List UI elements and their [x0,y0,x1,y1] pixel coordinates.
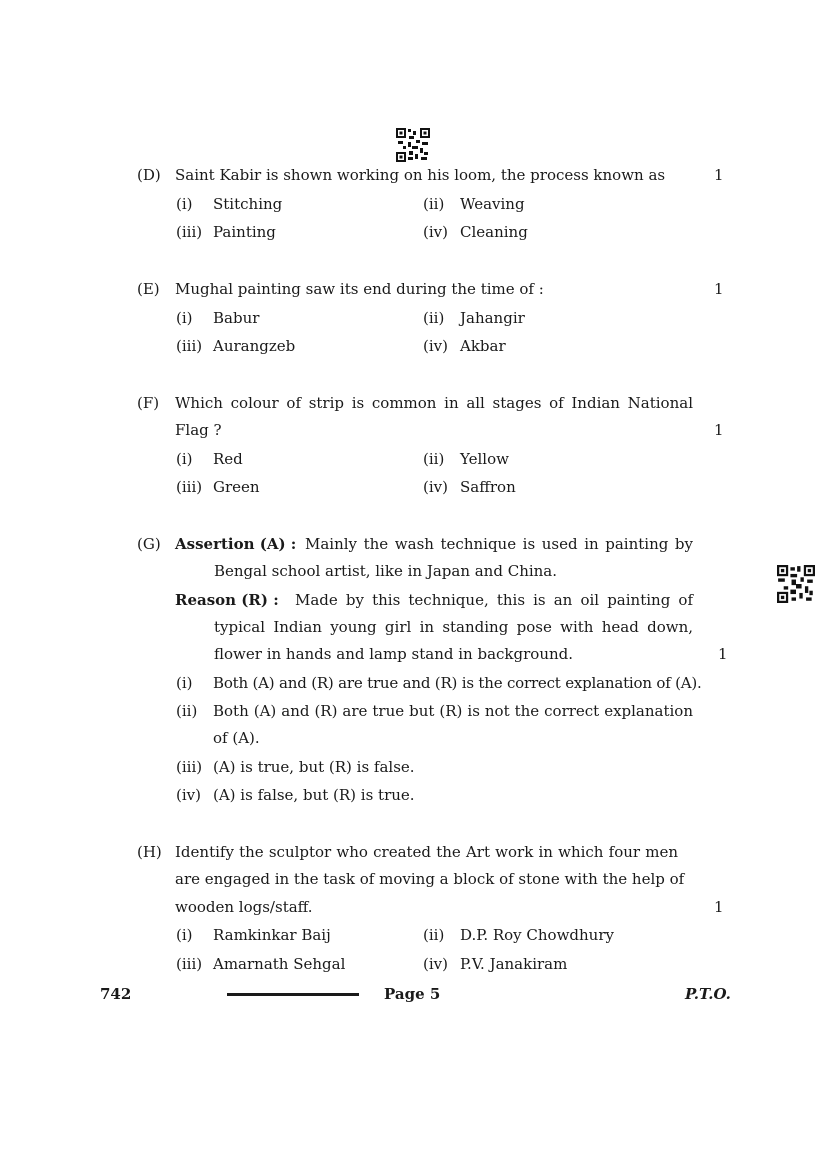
question-e-option-text: Babur [213,309,260,327]
footer-divider [227,993,359,996]
question-e-number: (E) [137,280,160,298]
question-d-mark: 1 [714,166,724,184]
question-f-option-text: Saffron [460,478,516,496]
question-h-option-text: P.V. Janakiram [460,955,568,973]
reason-text-line: flower in hands and lamp stand in background. [214,645,574,663]
question-f-option-number: (ii) [423,450,445,468]
paper-code: 742 [100,985,132,1003]
question-f-mark: 1 [714,421,724,439]
question-d-option-text: Cleaning [460,223,528,241]
question-g-option-number: (iii) [176,758,203,776]
assertion-label: Assertion (A) : [175,535,297,553]
question-e-option-text: Aurangzeb [213,337,296,355]
question-f-option-number: (i) [176,450,193,468]
question-h-number: (H) [137,843,162,861]
question-h-option-number: (ii) [423,926,445,944]
question-h-option-number: (i) [176,926,193,944]
question-g-mark: 1 [718,645,728,663]
question-h-text-line: Identify the sculptor who created the Art work in which four men [175,843,678,861]
pto-label: P.T.O. [685,985,731,1003]
question-g-option-number: (i) [176,674,193,692]
top-qr-code-icon [396,128,430,162]
question-g-option-number: (iv) [176,786,201,804]
question-d-option-number: (iv) [423,223,448,241]
question-h-option-text: D.P. Roy Chowdhury [460,926,614,944]
question-g-option-text: (A) is true, but (R) is false. [213,758,415,776]
question-h-mark: 1 [714,898,724,916]
question-d-option-number: (ii) [423,195,445,213]
question-d-option-text: Weaving [460,195,525,213]
question-d-text: Saint Kabir is shown working on his loom, the process known as [175,166,666,184]
question-f-option-number: (iv) [423,478,448,496]
assertion-text-line: Bengal school artist, like in Japan and China. [214,562,558,580]
question-f-text-line: Flag ? [175,421,222,439]
question-e-option-number: (ii) [423,309,445,327]
question-h-option-number: (iii) [176,955,203,973]
question-h-text-line: wooden logs/staff. [175,898,313,916]
question-f-option-text: Green [213,478,260,496]
question-h-option-number: (iv) [423,955,448,973]
assertion-text-line: Mainly the wash technique is used in painting by [305,535,693,553]
question-g-option-text: Both (A) and (R) are true but (R) is not the correct explanation [213,702,693,720]
question-e-option-number: (i) [176,309,193,327]
side-qr-code-icon [777,565,815,603]
question-f-text-line: Which colour of strip is common in all stages of Indian National [175,394,693,412]
question-e-option-number: (iii) [176,337,203,355]
question-h-text-line: are engaged in the task of moving a block of stone with the help of [175,870,685,888]
question-d-option-number: (i) [176,195,193,213]
question-f-number: (F) [137,394,160,412]
question-e-option-text: Akbar [460,337,506,355]
question-g-option-number: (ii) [176,702,198,720]
question-f-option-text: Red [213,450,243,468]
reason-text-line: Made by this technique, this is an oil painting of [295,591,693,609]
question-e-option-text: Jahangir [460,309,525,327]
page-number: Page 5 [384,985,441,1003]
question-d-option-text: Painting [213,223,276,241]
question-g-number: (G) [137,535,161,553]
question-g-option-text: (A) is false, but (R) is true. [213,786,415,804]
reason-text-line: typical Indian young girl in standing pose with head down, [214,618,693,636]
question-d-option-text: Stitching [213,195,283,213]
question-e-text: Mughal painting saw its end during the time of : [175,280,544,298]
question-d-option-number: (iii) [176,223,203,241]
question-g-option-text-continued: of (A). [213,729,260,747]
question-f-option-text: Yellow [460,450,509,468]
question-h-option-text: Amarnath Sehgal [213,955,346,973]
question-d-number: (D) [137,166,161,184]
question-g-option-text: Both (A) and (R) are true and (R) is the correct explanation of (A). [213,674,702,692]
question-f-option-number: (iii) [176,478,203,496]
reason-label: Reason (R) : [175,591,279,609]
question-h-option-text: Ramkinkar Baij [213,926,331,944]
question-e-option-number: (iv) [423,337,448,355]
question-e-mark: 1 [714,280,724,298]
